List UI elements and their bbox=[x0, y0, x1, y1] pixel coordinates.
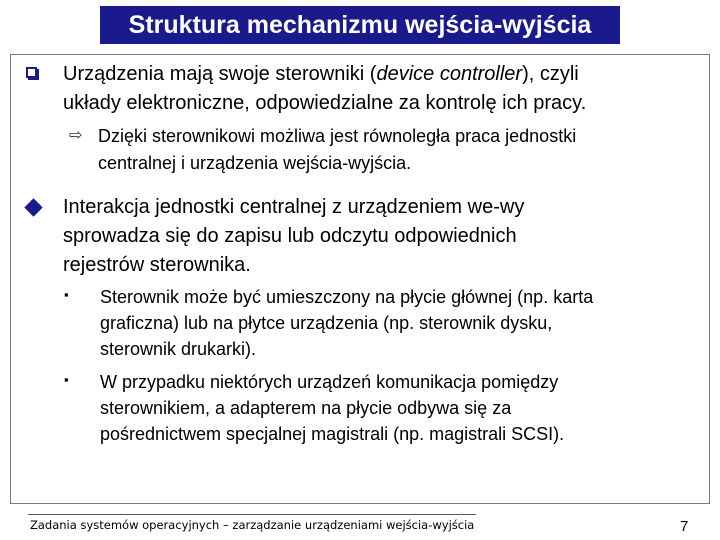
sub-bullet-1-line-2: centralnej i urządzenia wejścia-wyjścia. bbox=[98, 153, 412, 173]
sub-bullet-2b-line-1: W przypadku niektórych urządzeń komunikacja pomiędzy bbox=[100, 372, 559, 392]
sub-bullet-2a-line-3: sterownik drukarki). bbox=[100, 339, 257, 359]
small-square-bullet-icon: ▪ bbox=[64, 287, 69, 302]
bullet-2-line-3: rejestrów sterownika. bbox=[63, 254, 251, 276]
slide-title: Struktura mechanizmu wejścia-wyjścia bbox=[100, 6, 620, 44]
page-number: 7 bbox=[680, 518, 689, 535]
footer-text: Zadania systemów operacyjnych – zarządzanie urządzeniami wejścia-wyjścia bbox=[30, 518, 475, 532]
sub-bullet-2b-line-3: pośrednictwem specjalnej magistrali (np. magistrali SCSI). bbox=[100, 424, 565, 444]
bullet-1-text-pre: Urządzenia mają swoje sterowniki ( bbox=[63, 63, 377, 85]
sub-bullet-2a-line-1: Sterownik może być umieszczony na płycie głównej (np. karta bbox=[100, 287, 594, 307]
hollow-square-bullet-icon bbox=[26, 67, 37, 78]
sub-bullet-1-line-1: Dzięki sterownikowi możliwa jest równoległa praca jednostki bbox=[98, 126, 577, 146]
bullet-1-text-post: ), czyli bbox=[522, 63, 579, 85]
sub-bullet-2a-line-2: graficzna) lub na płytce urządzenia (np. sterownik dysku, bbox=[100, 313, 553, 333]
bullet-1-text-italic: device controller bbox=[376, 63, 523, 85]
sub-bullet-2b-line-2: sterownikiem, a adapterem na płycie odbywa się za bbox=[100, 398, 512, 418]
bullet-1-line-1 bbox=[63, 60, 579, 89]
bullet-2-line-2: sprowadza się do zapisu lub odczytu odpowiednich bbox=[63, 225, 517, 247]
bullet-2-line-1: Interakcja jednostki centralnej z urządzeniem we-wy bbox=[63, 196, 525, 218]
bullet-1-line-2: układy elektroniczne, odpowiedzialne za kontrolę ich pracy. bbox=[63, 92, 587, 114]
arrow-bullet-icon: ⇨ bbox=[69, 127, 83, 144]
small-square-bullet-icon: ▪ bbox=[64, 372, 69, 387]
footer-divider bbox=[28, 514, 476, 515]
